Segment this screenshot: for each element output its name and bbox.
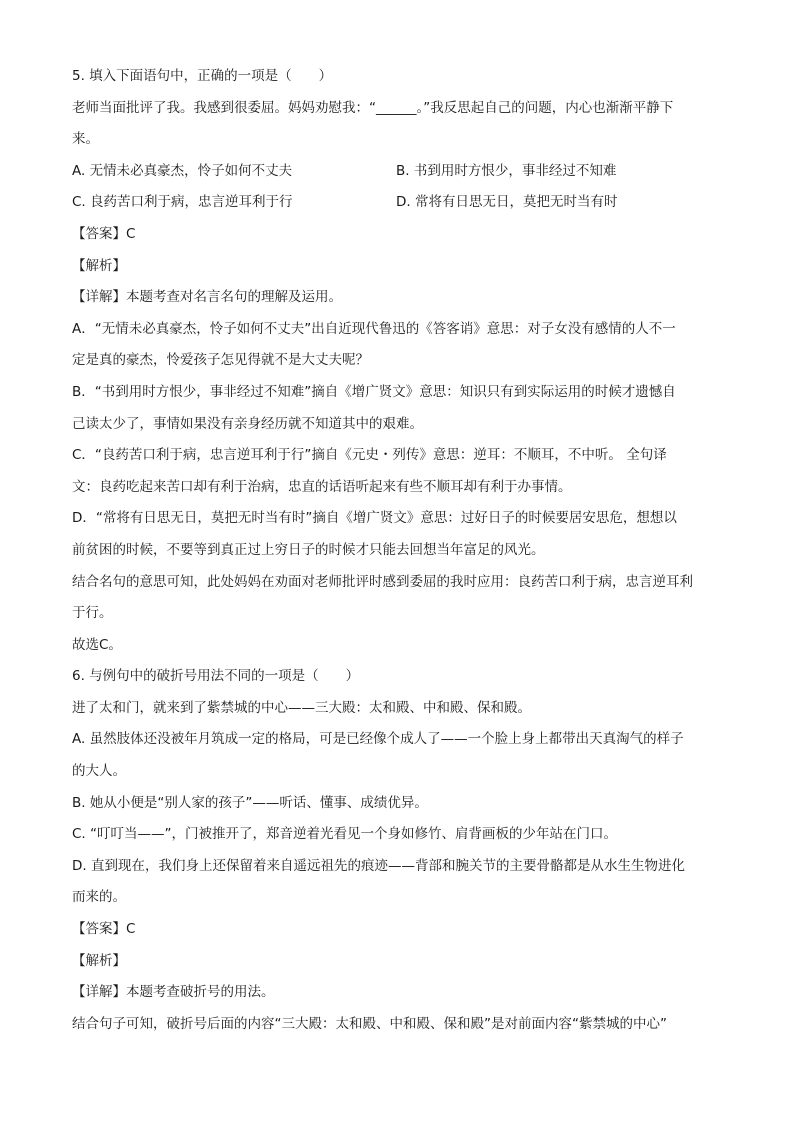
- q5-explain-b-line-2: 己读太少了，事情如果没有亲身经历就不知道其中的艰难。: [72, 415, 423, 432]
- q5-explain-d-line-2: 前贫困的时候，不要等到真正过上穷日子的时候才只能去回想当年富足的风光。: [72, 541, 545, 558]
- q5-explain-c-line-2: 文：良药吃起来苦口却有利于治病，忠直的话语听起来有些不顺耳却有利于办事情。: [72, 478, 572, 495]
- q5-options-row-1: [72, 159, 724, 191]
- q5-conclusion-line-2: 于行。: [72, 605, 113, 622]
- q5-explain-d-line-1: D．“常将有日思无日，莫把无时当有时”摘自《增广贤文》意思：过好日子的时候要居安思危，想想以: [72, 510, 677, 527]
- q6-stem: 6. 与例句中的破折号用法不同的一项是（ ）: [72, 668, 360, 685]
- q6-option-d-line-2: 而来的。: [72, 889, 126, 906]
- q5-option-b: B. 书到用时方恨少，事非经过不知难: [396, 162, 617, 179]
- q5-option-a: A. 无情未必真豪杰，怜子如何不丈夫: [72, 162, 293, 179]
- q5-explain-a-line-1: A．“无情未必真豪杰，怜子如何不丈夫”出自近现代鲁迅的《答客诮》意思：对子女没有感情的人不一: [72, 320, 676, 337]
- q6-detail: 【详解】本题考查破折号的用法。: [72, 984, 275, 1001]
- q6-option-c: C. “叮叮当——”，门被推开了，郑音逆着光看见一个身如修竹、肩背画板的少年站在门口。: [72, 826, 617, 843]
- q5-explain-a-line-2: 定是真的豪杰，怜爱孩子怎见得就不是大丈夫呢？: [72, 352, 369, 369]
- q5-context-line-1: 老师当面批评了我。我感到很委屈。妈妈劝慰我：“______。”我反思起自己的问题，内心也渐渐平静下: [72, 99, 674, 116]
- q5-detail: 【详解】本题考查对名言名句的理解及运用。: [72, 289, 342, 306]
- q5-option-d: D. 常将有日思无日，莫把无时当有时: [396, 194, 618, 211]
- q5-stem: 5. 填入下面语句中，正确的一项是（ ）: [72, 68, 333, 84]
- q5-answer: 【答案】C: [72, 225, 136, 242]
- q5-choice: 故选C。: [72, 636, 122, 653]
- page-content: [72, 64, 724, 1043]
- q6-option-a-line-1: A. 虽然肢体还没被年月筑成一定的格局，可是已经像个成人了——一个脸上身上都带出天真淘气的样子: [72, 731, 684, 748]
- q5-option-c: C. 良药苦口利于病，忠言逆耳利于行: [72, 194, 293, 211]
- q6-option-b: B. 她从小便是“别人家的孩子”——听话、懂事、成绩优异。: [72, 794, 428, 811]
- q5-explain-c-line-1: C．“良药苦口利于病，忠言逆耳利于行”摘自《元史・列传》意思：逆耳：不顺耳，不中听。 全句译: [72, 447, 667, 464]
- q6-conclusion-line-1: 结合句子可知，破折号后面的内容“三大殿：太和殿、中和殿、保和殿”是对前面内容“紫禁城的中心”: [72, 1015, 667, 1032]
- q5-context-line-2: 来。: [72, 131, 99, 148]
- q6-answer: 【答案】C: [72, 921, 136, 938]
- q5-analysis-heading: 【解析】: [72, 257, 126, 274]
- q6-example: 进了太和门，就来到了紫禁城的中心——三大殿：太和殿、中和殿、保和殿。: [72, 699, 531, 716]
- q5-conclusion-line-1: 结合名句的意思可知，此处妈妈在劝面对老师批评时感到委屈的我时应用：良药苦口利于病，忠言逆耳利: [72, 573, 693, 590]
- q5-options-row-2: [72, 190, 724, 222]
- q6-analysis-heading: 【解析】: [72, 952, 126, 969]
- q6-option-d-line-1: D. 直到现在，我们身上还保留着来自遥远祖先的痕迹——背部和腕关节的主要骨骼都是从水生生物进化: [72, 857, 685, 874]
- q6-option-a-line-2: 的大人。: [72, 763, 126, 780]
- q5-explain-b-line-1: B．“书到用时方恨少，事非经过不知难”摘自《增广贤文》意思：知识只有到实际运用的时候才遗憾自: [72, 383, 676, 400]
